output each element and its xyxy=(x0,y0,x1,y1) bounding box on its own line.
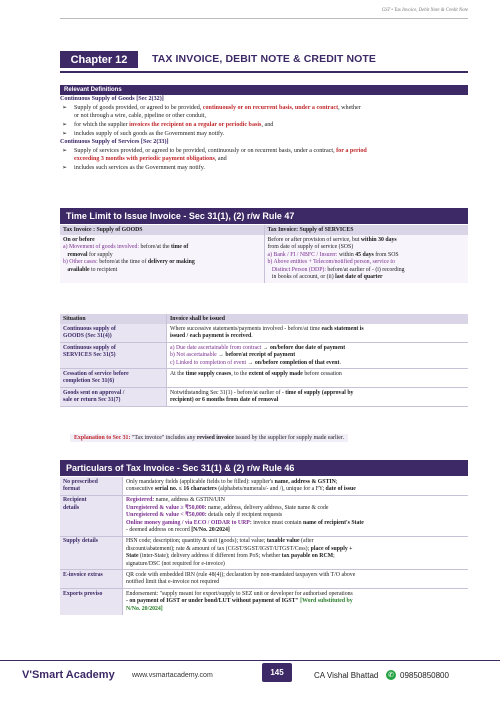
particulars-heading: Particulars of Tax Invoice - Sec 31(1) & (2) r/w Rule 46 xyxy=(60,460,468,476)
situations-table xyxy=(60,314,468,407)
arrow-bullet-icon: ➢ xyxy=(62,122,68,128)
goods-definition-heading: Continuous Supply of Goods [Sec 2(32)] xyxy=(60,96,164,102)
goods-bullet-3: ➢ includes supply of such goods as the Government may notify. xyxy=(62,131,225,137)
goods-column-header: Tax Invoice : Supply of GOODS xyxy=(60,225,264,235)
chapter-title: TAX INVOICE, DEBIT NOTE & CREDIT NOTE xyxy=(152,53,377,65)
page-number: 145 xyxy=(262,663,292,682)
table-row: Goods sent on approval / sale or return Sec 31(7) Notwithstanding Sec 31(1) - before/at earlier of - time of supply (approval by recipient) or 6 months from date of removal xyxy=(60,388,468,407)
table-row: Continuous supply of GOODS (Sec 31(4)) Where successive statements/payments involved - before/at time each statement is issued / each payment is received. xyxy=(60,324,468,342)
goods-bullet-1: ➢ Supply of goods provided, or agreed to be provided, continuously or on recurrent basis, under a contract, whether or not through a wire, cable, pipeline or other conduit, xyxy=(62,105,361,120)
definitions-bar: Relevant Definitions xyxy=(60,85,468,95)
services-bullet-2: ➢ includes such services as the Government may notify. xyxy=(62,165,205,171)
chapter-divider xyxy=(60,71,468,73)
services-bullet-1: ➢ Supply of services provided, or agreed to be provided, continuously or on recurrent basis, under a contract, for a period exceeding 3 months with periodic payment obligations, and xyxy=(62,148,367,163)
invoice-column-header: Invoice shall be issued xyxy=(167,314,469,324)
arrow-bullet-icon: ➢ xyxy=(62,148,68,154)
footer-divider xyxy=(0,660,500,661)
services-time-cell: Before or after provision of service, but within 30 days from date of supply of service (SOS) a) Bank / FI / NBFC / Insurer: within 45 days from SOS b) Above entities + Telecom/notified person, service to Distinct Person (DDP): before/at earlier of - (i) recording in books of account, or (ii) last date of quarter xyxy=(264,235,468,282)
table-row: Continuous supply of SERVICES Sec 31(5) a) Due date ascertainable from contract → on/before due date of payment b) Not ascertainable → before/at receipt of payment c) Linked to completion of event → on/before completion of that event. xyxy=(60,343,468,369)
table-row: Supply details HSN code; description; quantity & unit (goods); total value; taxable value (after discount/abatement); rate & amount of tax (CGST/SGST/IGST/UTGST/Cess); place of supply + State (inter-State); delivery address if different from PoS; whether tax payable on RCM; signature/DSC (not required for e-invoice) xyxy=(60,536,468,570)
header-divider xyxy=(60,18,468,19)
arrow-bullet-icon: ➢ xyxy=(62,105,68,111)
services-column-header: Tax Invoice: Supply of SERVICES xyxy=(264,225,468,235)
time-limit-heading: Time Limit to Issue Invoice - Sec 31(1), (2) r/w Rule 47 xyxy=(60,208,468,224)
section-31-explanation: Explanation to Sec 31: "Tax invoice" includes any revised invoice issued by the supplier for supply made earlier. xyxy=(70,434,348,442)
author-name: CA Vishal Bhattad xyxy=(314,671,379,680)
table-row: Cessation of service before completion Sec 31(6) At the time supply ceases, to the extent of supply made before cessation xyxy=(60,369,468,388)
website-link[interactable]: www.vsmartacademy.com xyxy=(132,672,213,679)
brand-logo: V'Smart Academy xyxy=(22,669,115,681)
whatsapp-icon: ✆ xyxy=(386,670,396,680)
time-limit-table xyxy=(60,225,468,283)
chapter-number-badge: Chapter 12 xyxy=(60,51,138,68)
situation-column-header: Situation xyxy=(60,314,167,324)
services-definition-heading: Continuous Supply of Services [Sec 2(33)] xyxy=(60,139,169,145)
goods-time-cell: On or before a) Movement of goods involved: before/at the time of removal for supply b) Other cases: before/at the time of delivery or making available to recipient xyxy=(60,235,264,282)
particulars-table xyxy=(60,477,468,615)
arrow-bullet-icon: ➢ xyxy=(62,131,68,137)
phone-number: 09850850800 xyxy=(400,671,449,680)
table-row: Exports proviso Endorsement: "supply meant for export/supply to SEZ unit or developer for authorised operations - on payment of IGST or under bond/LUT without payment of IGST" [Word substituted by N/No. 20/2024] xyxy=(60,589,468,615)
running-header: GST • Tax Invoice, Debit Note & Credit Note xyxy=(381,8,468,13)
goods-bullet-2: ➢ for which the supplier invoices the recipient on a regular or periodic basis, and xyxy=(62,122,274,128)
table-row: No prescribed format Only mandatory fields (applicable fields to be filled): supplier's name, address & GSTIN; consecutive serial no. ≤ 16 characters (alphabets/numerals/- and /), unique for a FY; date of issue xyxy=(60,477,468,495)
arrow-bullet-icon: ➢ xyxy=(62,165,68,171)
table-row: Recipient details Registered: name, address & GSTIN/UIN Unregistered & value ≥ ₹50,000: name, address, delivery address, State name & code Unregistered & value < ₹50,000: details only if recipient requests Online money gaming / via ECO / OIDAR to URP: invoice must contain name of recipient's State - deemed address on record [N/No. 20/2024] xyxy=(60,495,468,536)
table-row: E-invoice extras QR code with embedded IRN (rule 48(4)); declaration by non-mandated taxpayers with T/O above notified limit that e-invoice not required xyxy=(60,570,468,589)
